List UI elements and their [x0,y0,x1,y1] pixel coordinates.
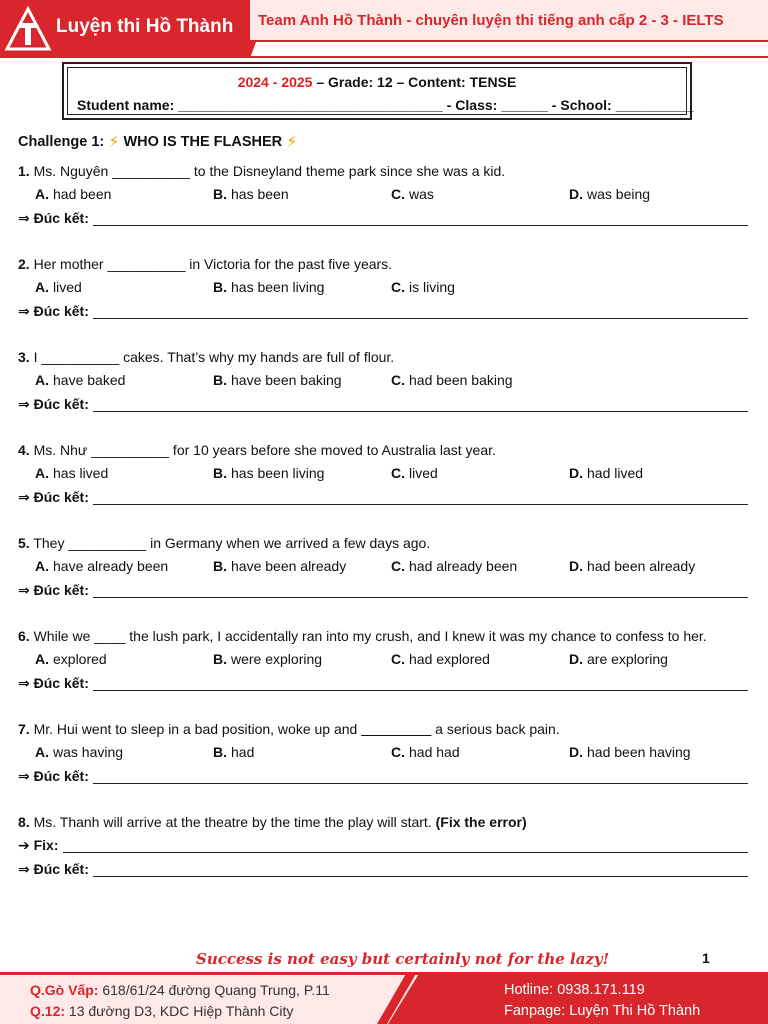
question-body: Her mother __________ in Victoria for the past five years. [29,256,393,272]
answer-label: ⇒ Đúc kết: [18,861,89,877]
header-tagline: Team Anh Hồ Thành - chuyên luyện thi tiếng anh cấp 2 - 3 - IELTS [258,12,724,29]
question-text [18,346,748,368]
option-text: explored [53,651,107,667]
option-a[interactable] [35,740,213,764]
option-text: was being [587,186,651,202]
question-body: While we ____ the lush park, I accidentally ran into my crush, and I knew it was my chance to confess to her. [29,628,707,644]
option-letter: B. [213,558,227,574]
answer-line[interactable] [63,838,748,853]
option-text: has been living [231,279,325,295]
question-1 [18,160,748,230]
question-list [18,160,748,881]
question-4 [18,439,748,509]
option-a[interactable] [35,647,213,671]
answer-line[interactable] [93,490,748,505]
options-row [18,740,748,764]
option-a[interactable] [35,368,213,392]
option-letter: C. [391,372,405,388]
answer-label: ➔ Fix: [18,837,59,853]
fix-instruction: (Fix the error) [435,814,527,830]
option-d[interactable] [569,554,747,578]
option-text: had had [409,744,460,760]
option-letter: C. [391,465,405,481]
option-b[interactable] [213,554,391,578]
option-text: had lived [587,465,644,481]
option-text: lived [53,279,82,295]
fix-line [18,833,748,857]
conclusion-line [18,671,748,695]
question-5 [18,532,748,602]
answer-line[interactable] [93,676,748,691]
option-text: was [409,186,434,202]
option-letter: A. [35,651,49,667]
conclusion-line [18,206,748,230]
option-letter: A. [35,186,49,202]
answer-label: ⇒ Đúc kết: [18,675,89,691]
option-a[interactable] [35,182,213,206]
logo [0,0,250,58]
option-a[interactable] [35,554,213,578]
question-6 [18,625,748,695]
option-text: was having [53,744,124,760]
question-body: Ms. Nguyên __________ to the Disneyland theme park since she was a kid. [29,163,506,179]
option-text: were exploring [231,651,323,667]
worksheet-content [18,126,748,881]
option-b[interactable] [213,647,391,671]
option-b[interactable] [213,182,391,206]
option-letter: B. [213,372,227,388]
option-letter: C. [391,186,405,202]
option-text: are exploring [587,651,668,667]
conclusion-line [18,485,748,509]
option-letter: C. [391,279,405,295]
conclusion-line [18,299,748,323]
option-letter: A. [35,744,49,760]
option-b[interactable] [213,740,391,764]
option-text: had been baking [409,372,513,388]
question-3 [18,346,748,416]
options-row [18,368,748,392]
conclusion-line [18,857,748,881]
question-7 [18,718,748,788]
question-body: Ms. Như __________ for 10 years before she moved to Australia last year. [29,442,496,458]
question-number: 7. [18,721,30,737]
options-row [18,182,748,206]
address-q12: Q.12: 13 đường D3, KDC Hiệp Thành City [30,1003,294,1019]
option-text: had already been [409,558,518,574]
answer-label: ⇒ Đúc kết: [18,210,89,226]
option-a[interactable] [35,461,213,485]
option-letter: B. [213,651,227,667]
option-letter: D. [569,651,583,667]
option-d[interactable] [569,182,747,206]
option-letter: C. [391,744,405,760]
page-header [0,0,768,58]
question-8 [18,811,748,881]
option-d[interactable] [569,461,747,485]
option-c[interactable] [391,647,569,671]
question-number: 8. [18,814,30,830]
option-d[interactable] [569,647,747,671]
option-text: had been [53,186,112,202]
option-b[interactable] [213,275,391,299]
question-body: I __________ cakes. That’s why my hands are full of flour. [29,349,395,365]
option-letter: B. [213,186,227,202]
option-c[interactable] [391,554,569,578]
option-c[interactable] [391,461,569,485]
year-start: 2024 [237,74,269,90]
conclusion-line [18,578,748,602]
challenge-prefix: Challenge 1: [18,134,105,150]
option-letter: D. [569,558,583,574]
lightning-icon: ⚡ [286,134,298,151]
question-2 [18,253,748,323]
question-text [18,718,748,740]
option-letter: B. [213,279,227,295]
option-text: has been [231,186,289,202]
question-number: 3. [18,349,30,365]
challenge-heading [18,130,748,154]
lightning-icon: ⚡ [108,134,120,151]
question-number: 1. [18,163,30,179]
answer-line[interactable] [93,862,748,877]
page-footer [0,972,768,1024]
conclusion-line [18,392,748,416]
option-letter: A. [35,465,49,481]
options-row [18,461,748,485]
fanpage: Fanpage: Luyện Thi Hồ Thành [504,1003,701,1019]
option-letter: D. [569,465,583,481]
option-letter: A. [35,372,49,388]
option-b[interactable] [213,368,391,392]
option-a[interactable] [35,275,213,299]
option-text: has lived [53,465,109,481]
answer-line[interactable] [93,211,748,226]
option-text: have been already [231,558,347,574]
page-number: 1 [702,950,710,966]
question-number: 5. [18,535,30,551]
question-text [18,160,748,182]
answer-label: ⇒ Đúc kết: [18,582,89,598]
answer-line[interactable] [93,769,748,784]
address-govap: Q.Gò Vấp: 618/61/24 đường Quang Trung, P.11 [30,982,330,998]
option-letter: B. [213,465,227,481]
logo-text: Luyện thi Hồ Thành [56,16,234,37]
option-text: have already been [53,558,169,574]
option-letter: D. [569,744,583,760]
question-text [18,439,748,461]
option-c[interactable] [391,182,569,206]
option-letter: D. [569,186,583,202]
option-c[interactable] [391,740,569,764]
answer-line[interactable] [93,583,748,598]
option-text: lived [409,465,438,481]
option-text: had explored [409,651,490,667]
info-box [62,62,692,120]
answer-line[interactable] [93,304,748,319]
question-number: 6. [18,628,30,644]
question-text [18,625,748,647]
year-end: 2025 [281,74,313,90]
question-text [18,253,748,275]
option-c[interactable] [391,368,569,392]
question-blank: _________ [361,721,432,737]
question-text-after: a serious back pain. [431,721,560,737]
options-row [18,275,748,299]
question-text-before: Mr. Hui went to sleep in a bad position, woke up and [29,721,362,737]
answer-label: ⇒ Đúc kết: [18,768,89,784]
answer-label: ⇒ Đúc kết: [18,303,89,319]
option-text: had been already [587,558,696,574]
logo-triangle-icon [4,6,52,52]
options-row [18,647,748,671]
question-body: They __________ in Germany when we arrived a few days ago. [29,535,431,551]
question-text [18,811,748,833]
option-letter: C. [391,651,405,667]
option-letter: B. [213,744,227,760]
option-text: is living [409,279,455,295]
grade-content: – Grade: 12 – Content: TENSE [312,74,517,90]
conclusion-line [18,764,748,788]
answer-line[interactable] [93,397,748,412]
challenge-title: WHO IS THE FLASHER [123,134,283,150]
question-body: Ms. Thanh will arrive at the theatre by the time the play will start. [29,814,436,830]
student-line: Student name: __________________________________ - Class: ______ - School: __________ [77,97,694,113]
option-text: had been having [587,744,691,760]
info-title [68,74,686,90]
options-row [18,554,748,578]
option-text: have baked [53,372,126,388]
option-letter: C. [391,558,405,574]
year-sep: - [268,74,282,90]
answer-label: ⇒ Đúc kết: [18,489,89,505]
answer-label: ⇒ Đúc kết: [18,396,89,412]
option-text: have been baking [231,372,342,388]
option-letter: A. [35,558,49,574]
question-text [18,532,748,554]
header-divider [0,56,768,58]
option-letter: A. [35,279,49,295]
slogan: Success is not easy but certainly not for the lazy! [196,950,610,968]
option-c[interactable] [391,275,569,299]
option-d[interactable] [569,740,747,764]
option-text: has been living [231,465,325,481]
option-b[interactable] [213,461,391,485]
hotline: Hotline: 0938.171.119 [504,982,645,998]
question-number: 2. [18,256,30,272]
question-number: 4. [18,442,30,458]
option-text: had [231,744,255,760]
